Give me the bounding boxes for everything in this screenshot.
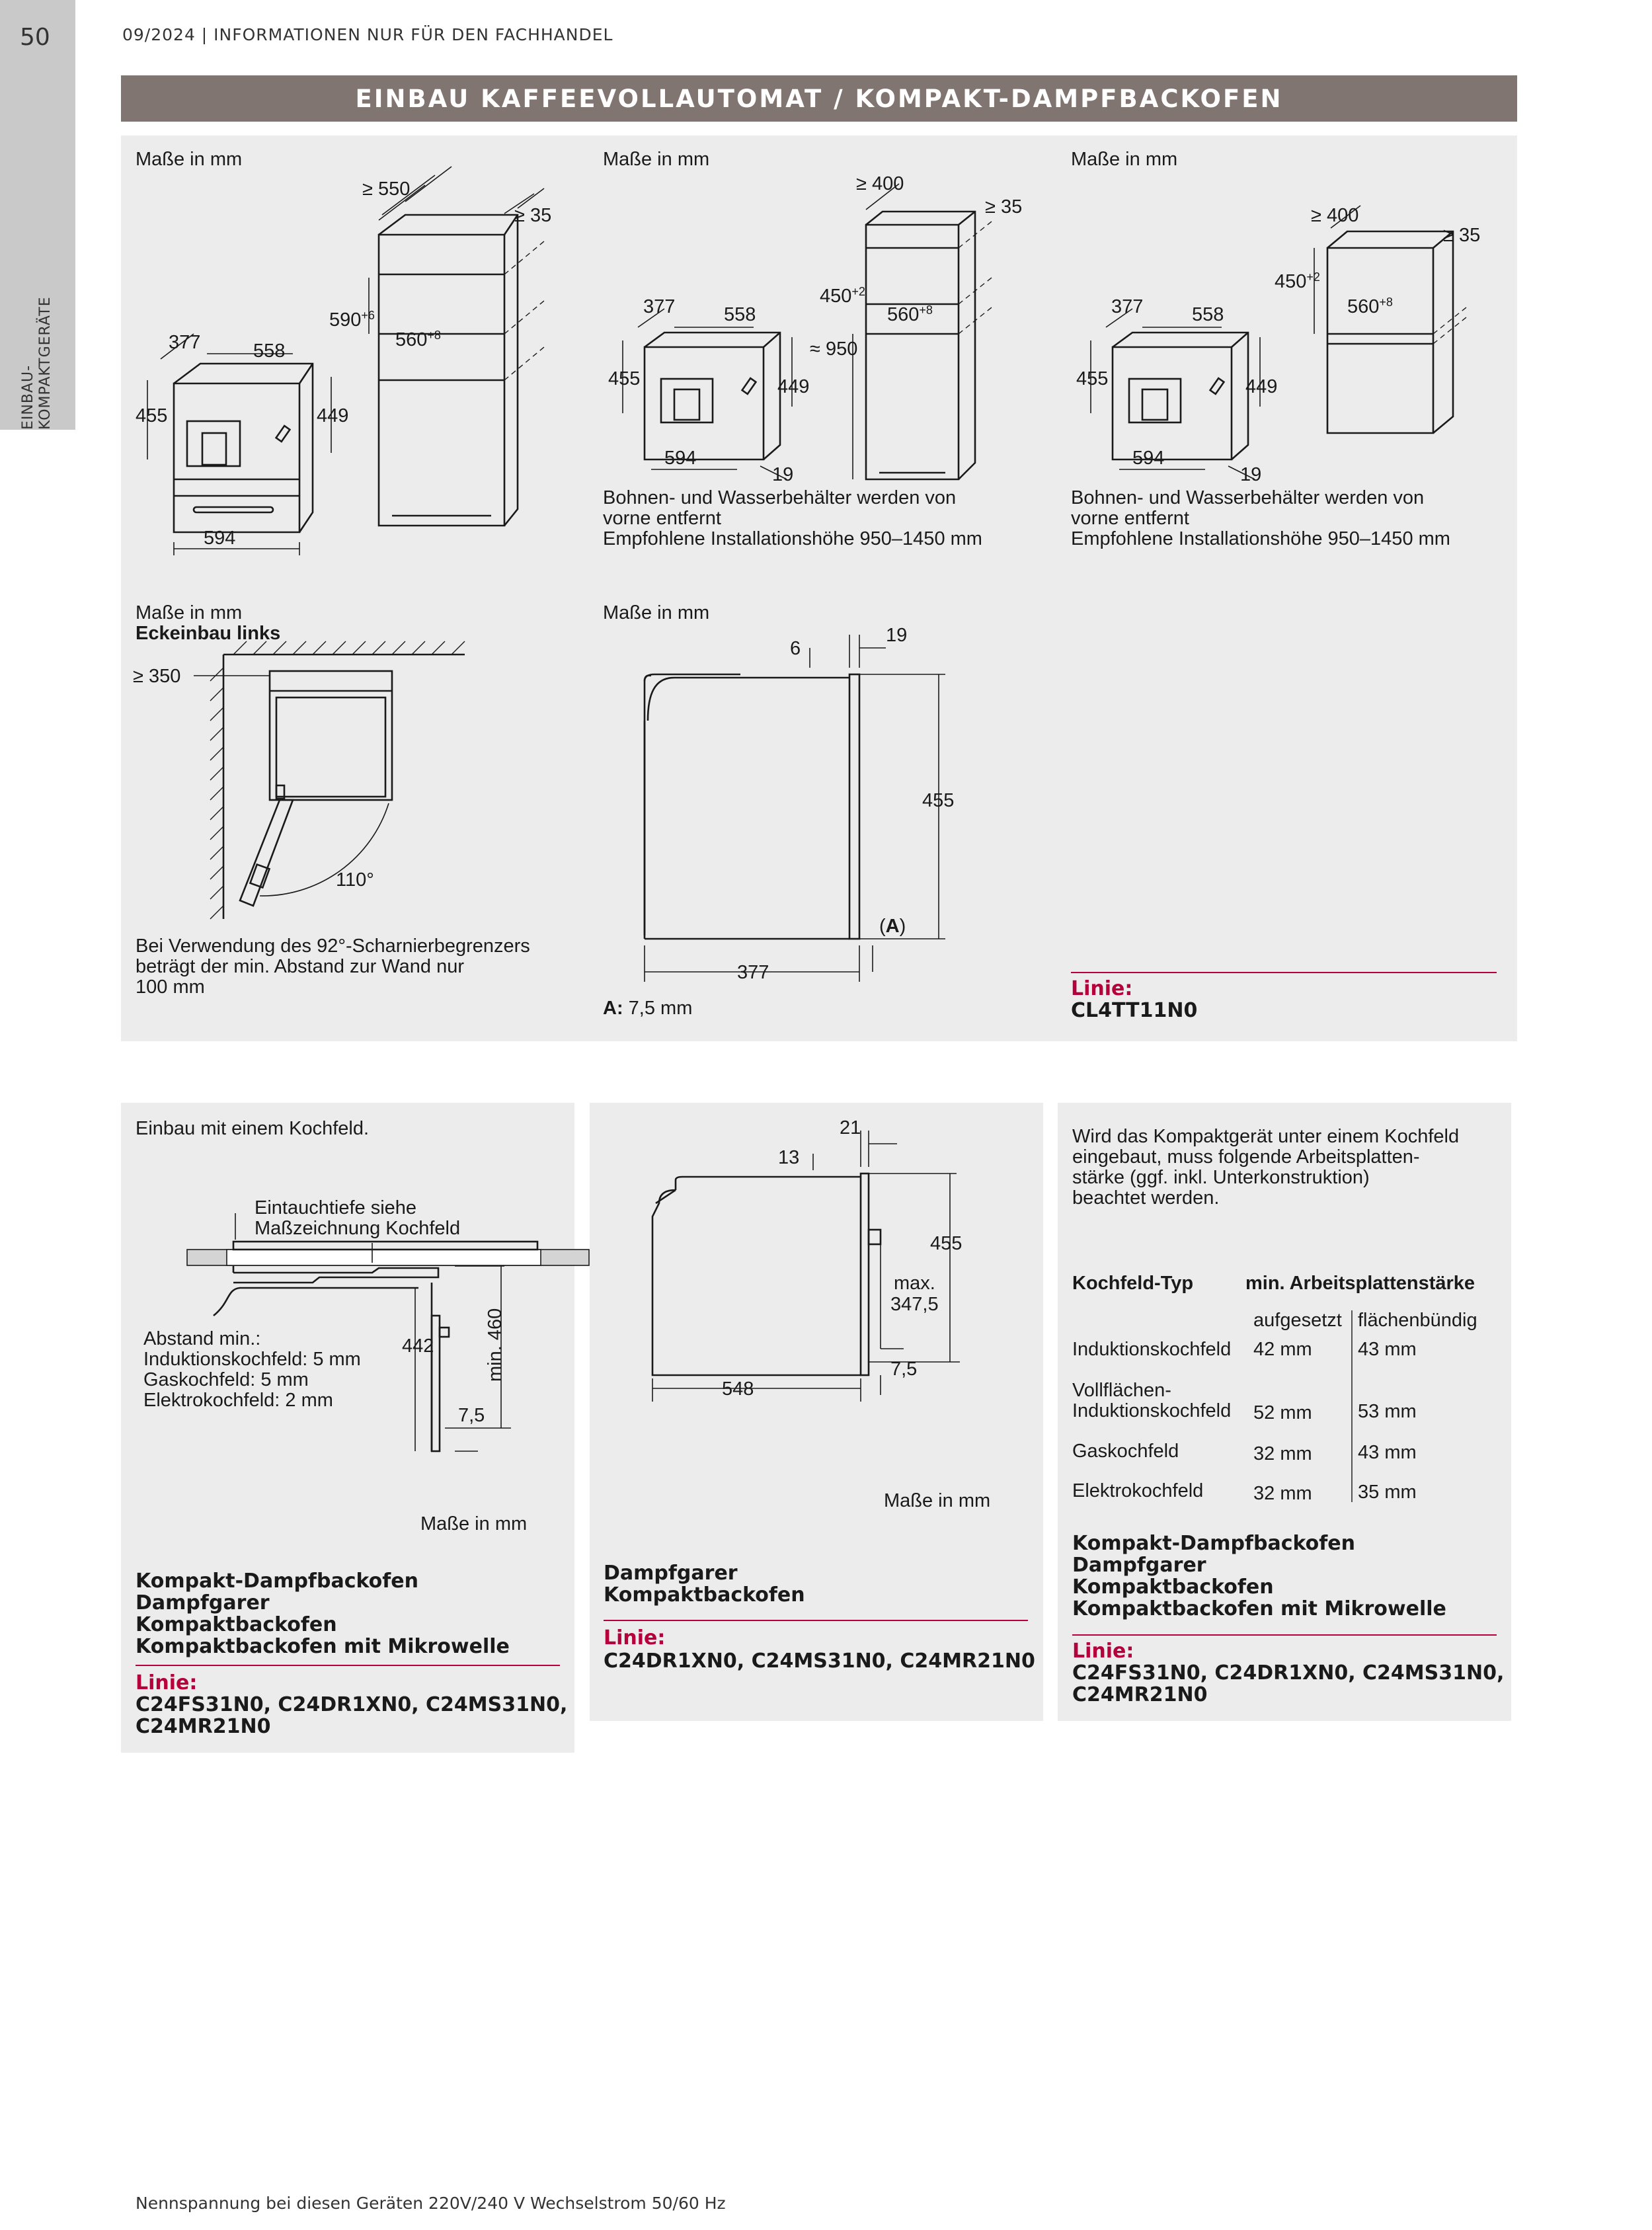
dim-h590-value: 590	[329, 309, 362, 331]
panel1-linie-models	[136, 1694, 567, 1737]
panel3-linie-models-line-1: C24FS31N0, C24DR1XN0, C24MS31N0,	[1072, 1661, 1505, 1685]
dim-h449: 449	[1245, 376, 1278, 397]
dim-w377: 377	[643, 296, 676, 317]
panel3-intro	[1072, 1127, 1459, 1209]
dim-h449: 449	[317, 405, 349, 426]
dim-w35: ≥ 35	[985, 196, 1023, 218]
panel1-products	[136, 1570, 510, 1657]
dim-d560-value: 560	[1347, 296, 1380, 317]
diagram4-sublabel: Eckeinbau links	[136, 623, 281, 644]
dim-angle: 110°	[336, 869, 374, 891]
panel1-callout	[255, 1198, 460, 1239]
diagram3-note-line-2: vorne entfernt	[1071, 508, 1189, 529]
page-title: EINBAU KAFFEEVOLLAUTOMAT / KOMPAKT-DAMPFBACKOFEN	[121, 75, 1517, 122]
dim-d21: 21	[840, 1117, 861, 1138]
table-row-2-flaechenbuendig: 53 mm	[1358, 1401, 1417, 1422]
dim-w35: ≥ 35	[514, 205, 552, 226]
diagram4-note	[136, 936, 530, 998]
dim-w550: ≥ 550	[362, 179, 411, 200]
diagram4-note-line-2: beträgt der min. Abstand zur Wand nur	[136, 956, 465, 977]
page-number: 50	[20, 24, 50, 51]
diagram2-note-line-2: vorne entfernt	[603, 508, 721, 529]
panel1-abstand-line-1: Abstand min.:	[143, 1328, 261, 1349]
diagram5-note	[603, 998, 692, 1019]
diagram5-side-profile	[588, 621, 985, 992]
dim-d560	[887, 303, 933, 325]
diagram5-note-key: A:	[603, 998, 623, 1019]
table-row-4-type: Elektrokochfeld	[1072, 1480, 1204, 1501]
panel2-linie-models: C24DR1XN0, C24MS31N0, C24MR21N0	[604, 1650, 1035, 1673]
panel1-callout-line-2: Maßzeichnung Kochfeld	[255, 1218, 461, 1239]
diagram3-note-line-3: Empfohlene Installationshöhe 950–1450 mm	[1071, 528, 1450, 549]
dim-d19: 19	[886, 625, 908, 646]
dim-h450-value: 450	[1275, 271, 1307, 292]
diagram2-note	[603, 488, 982, 549]
table-subheader-flaechenbuendig: flächenbündig	[1358, 1310, 1477, 1331]
panel3-linie-models	[1072, 1662, 1504, 1706]
panel1-product-4: Kompaktbackofen mit Mikrowelle	[136, 1635, 510, 1658]
section-label	[20, 284, 79, 430]
dim-h450-tol: +2	[1306, 270, 1320, 284]
dim-d19: 19	[772, 464, 794, 485]
diagram2-note-line-1: Bohnen- und Wasserbehälter werden von	[603, 487, 957, 508]
dim-d560-tol: +8	[427, 329, 441, 342]
diagram5-note-value: 7,5 mm	[623, 998, 693, 1019]
diagram4-note-line-3: 100 mm	[136, 976, 205, 998]
table-row-2-type-line-1: Vollflächen-	[1072, 1380, 1171, 1401]
dim-d75: 7,5	[458, 1405, 485, 1426]
diagram2-note-line-3: Empfohlene Installationshöhe 950–1450 mm	[603, 528, 982, 549]
panel1-abstand-line-3: Gaskochfeld: 5 mm	[143, 1369, 309, 1390]
dim-w558: 558	[253, 340, 286, 362]
table-header-type: Kochfeld-Typ	[1072, 1273, 1194, 1294]
diagram1-coffee-machine-tall-cabinet	[121, 136, 584, 559]
dim-w350: ≥ 350	[133, 666, 181, 687]
panel3-product-2: Dampfgarer	[1072, 1554, 1206, 1577]
dim-w594: 594	[204, 528, 236, 549]
panel3-intro-line-3: stärke (ggf. inkl. Unterkonstruktion)	[1072, 1167, 1370, 1188]
panel2-linie-divider	[604, 1620, 1028, 1621]
panel2-products	[604, 1562, 805, 1606]
table-row-2-type	[1072, 1380, 1231, 1421]
dim-w594: 594	[664, 448, 697, 469]
table-row-1-aufgesetzt: 42 mm	[1253, 1339, 1312, 1360]
dim-h450-tol: +2	[851, 285, 865, 298]
panel3-intro-line-2: eingebaut, muss folgende Arbeitsplatten-	[1072, 1146, 1420, 1168]
panel1-product-3: Kompaktbackofen	[136, 1613, 337, 1636]
dim-w558: 558	[724, 304, 756, 325]
diagram3-note	[1071, 488, 1450, 549]
dim-h455: 455	[1076, 368, 1109, 389]
dim-marker-a: (A)	[879, 916, 906, 937]
panel2-product-2: Kompaktbackofen	[604, 1583, 805, 1607]
diagram2-coffee-machine-cabinet	[588, 136, 1051, 493]
panel1-linie-divider	[136, 1665, 560, 1666]
panel1-abstand	[143, 1329, 361, 1411]
dim-h590	[329, 309, 375, 331]
panel1-linie-models-line-1: C24FS31N0, C24DR1XN0, C24MS31N0,	[136, 1693, 568, 1716]
dim-h450	[1275, 270, 1320, 292]
dim-w594: 594	[1132, 448, 1165, 469]
linie-label: Linie:	[1071, 977, 1133, 1000]
page-header: 09/2024 | INFORMATIONEN NUR FÜR DEN FACHHANDEL	[122, 25, 613, 44]
dim-h455: 455	[922, 790, 955, 811]
dim-d19: 19	[1240, 464, 1262, 485]
dim-w548: 548	[722, 1378, 754, 1400]
diagram4-corner-installation	[121, 641, 491, 932]
diagram4-unit-label	[136, 603, 280, 644]
dim-h3475: 347,5	[890, 1294, 939, 1315]
table-row-3-flaechenbuendig: 43 mm	[1358, 1442, 1417, 1463]
dim-d75: 7,5	[890, 1359, 918, 1380]
table-row-3-aufgesetzt: 32 mm	[1253, 1443, 1312, 1464]
dim-d560	[1347, 296, 1393, 317]
dim-w400: ≥ 400	[856, 173, 904, 194]
dim-w400: ≥ 400	[1311, 205, 1359, 226]
section-label-line-1: EINBAU-	[20, 364, 36, 430]
linie-models: CL4TT11N0	[1071, 999, 1198, 1022]
panel1-abstand-line-2: Induktionskochfeld: 5 mm	[143, 1349, 361, 1370]
dim-h449: 449	[777, 376, 810, 397]
dim-marker-a-letter: A	[885, 916, 900, 937]
dim-d560-tol: +8	[919, 303, 933, 317]
dim-h950: ≈ 950	[810, 338, 858, 360]
dim-w377: 377	[737, 962, 769, 983]
panel1-product-2: Dampfgarer	[136, 1591, 270, 1614]
panel3-product-1: Kompakt-Dampfbackofen	[1072, 1532, 1355, 1555]
dim-d560-value: 560	[887, 304, 920, 325]
diagram4-note-line-1: Bei Verwendung des 92°-Scharnierbegrenzers	[136, 936, 530, 957]
table-row-1-type: Induktionskochfeld	[1072, 1339, 1232, 1360]
diagram5-unit-label: Maße in mm	[603, 602, 710, 623]
dim-h450-value: 450	[820, 286, 852, 307]
dim-d13: 13	[778, 1147, 800, 1168]
dim-h450	[820, 285, 865, 307]
panel3-intro-line-1: Wird das Kompaktgerät unter einem Kochfeld	[1072, 1126, 1460, 1147]
section-label-line-2: KOMPAKTGERÄTE	[37, 296, 54, 430]
panel3-products	[1072, 1533, 1446, 1620]
table-row-2-aufgesetzt: 52 mm	[1253, 1402, 1312, 1423]
dim-d560	[395, 329, 441, 350]
panel3-product-4: Kompaktbackofen mit Mikrowelle	[1072, 1597, 1446, 1620]
diagram3-unit-label: Maße in mm	[1071, 149, 1178, 170]
dim-h455: 455	[136, 405, 168, 426]
panel1-linie-models-line-2: C24MR21N0	[136, 1715, 271, 1738]
diagram3-note-line-1: Bohnen- und Wasserbehälter werden von	[1071, 487, 1425, 508]
dim-h455: 455	[608, 368, 641, 389]
panel2-product-1: Dampfgarer	[604, 1562, 738, 1585]
panel1-linie-label: Linie:	[136, 1671, 198, 1694]
dim-d6: 6	[790, 638, 801, 659]
table-row-3-type: Gaskochfeld	[1072, 1441, 1179, 1462]
table-row-2-type-line-2: Induktionskochfeld	[1072, 1400, 1232, 1421]
panel1-product-1: Kompakt-Dampfbackofen	[136, 1570, 418, 1593]
table-row-4-aufgesetzt: 32 mm	[1253, 1483, 1312, 1504]
diagram1-unit-label: Maße in mm	[136, 149, 243, 170]
diagram2-unit-label: Maße in mm	[603, 149, 710, 170]
dim-w558: 558	[1192, 304, 1224, 325]
table-column-divider	[1351, 1310, 1353, 1502]
dim-w377: 377	[1111, 296, 1144, 317]
dim-min460: min. 460	[485, 1308, 506, 1382]
panel3-linie-label: Linie:	[1072, 1640, 1134, 1663]
panel1-abstand-line-4: Elektrokochfeld: 2 mm	[143, 1390, 333, 1411]
table-header-min: min. Arbeitsplattenstärke	[1245, 1273, 1475, 1294]
dim-h442: 442	[402, 1335, 434, 1357]
panel1-callout-line-1: Eintauchtiefe siehe	[255, 1197, 417, 1218]
panel2-linie-label: Linie:	[604, 1626, 666, 1650]
panel3-product-3: Kompaktbackofen	[1072, 1575, 1274, 1599]
page-footer: Nennspannung bei diesen Geräten 220V/240 V Wechselstrom 50/60 Hz	[136, 2194, 726, 2213]
table-row-1-flaechenbuendig: 43 mm	[1358, 1339, 1417, 1360]
dim-h590-tol: +6	[361, 309, 375, 322]
dim-max: max.	[894, 1273, 935, 1294]
panel2-unit-label: Maße in mm	[884, 1490, 991, 1511]
linie-divider	[1071, 972, 1497, 973]
panel3-intro-line-4: beachtet werden.	[1072, 1187, 1220, 1209]
panel3-linie-models-line-2: C24MR21N0	[1072, 1683, 1208, 1706]
dim-d560-value: 560	[395, 329, 428, 350]
table-subheader-aufgesetzt: aufgesetzt	[1253, 1310, 1342, 1331]
table-row-4-flaechenbuendig: 35 mm	[1358, 1482, 1417, 1503]
dim-h455: 455	[930, 1233, 963, 1254]
panel1-title: Einbau mit einem Kochfeld.	[136, 1118, 370, 1139]
diagram4-label: Maße in mm	[136, 602, 243, 623]
dim-w35: ≥ 35	[1443, 225, 1481, 246]
panel2-side-profile-diagram	[590, 1111, 1043, 1415]
diagram3-coffee-machine-cabinet	[1056, 136, 1519, 493]
panel1-unit-label: Maße in mm	[420, 1513, 528, 1534]
panel3-linie-divider	[1072, 1634, 1497, 1636]
dim-d560-tol: +8	[1379, 296, 1393, 309]
dim-w377: 377	[169, 332, 201, 353]
